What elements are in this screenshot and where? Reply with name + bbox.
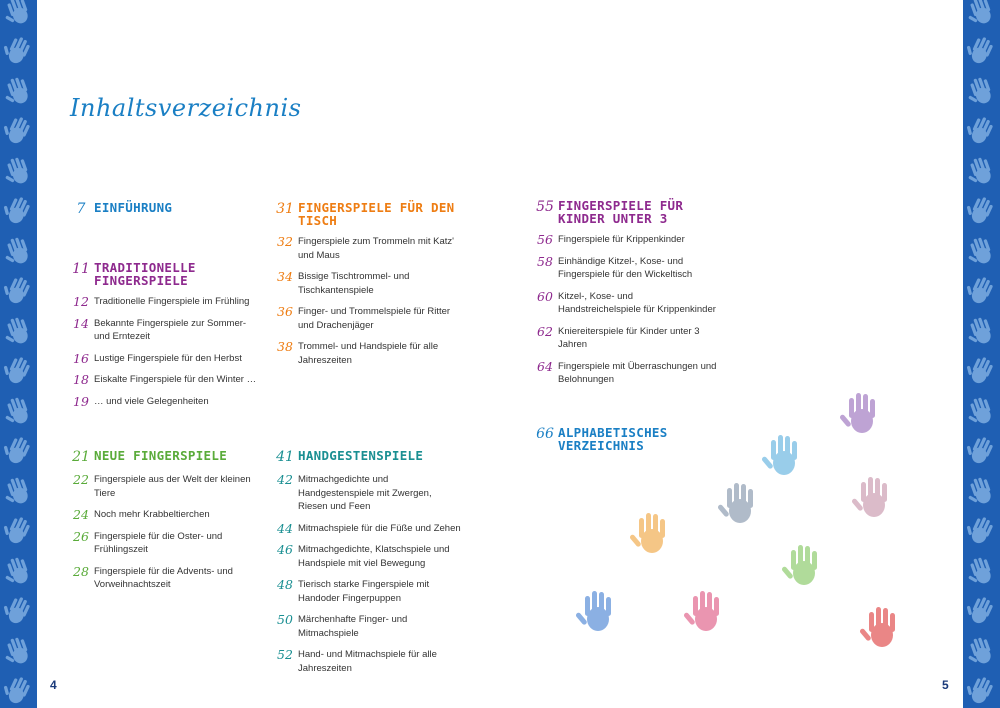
- strip-handprint-icon: [2, 434, 35, 467]
- entry-title: Mitmachspiele für die Füße und Zehen: [298, 522, 461, 534]
- section-page-number: 41: [276, 449, 294, 465]
- entry-list: [272, 235, 472, 367]
- strip-handprint-icon: [965, 434, 998, 467]
- toc-entry: [272, 648, 472, 675]
- toc-entry: [68, 565, 268, 592]
- strip-handprint-icon: [965, 34, 998, 67]
- strip-handprint-icon: [2, 674, 35, 707]
- toc-entry: [532, 290, 732, 317]
- entry-page-number: 48: [277, 577, 293, 592]
- entry-page-number: 62: [537, 323, 553, 339]
- section-title: EINFÜHRUNG: [94, 200, 173, 215]
- entry-title: Traditionelle Fingerspiele im Frühling: [94, 296, 250, 307]
- entry-title: Kitzel-, Kose- und Handstreichelspiele für Krippenkinder: [558, 290, 716, 315]
- section-einfuehrung: [68, 201, 268, 217]
- entry-title: … und viele Gelegenheiten: [94, 395, 209, 407]
- entry-page-number: 50: [277, 612, 293, 627]
- strip-handprint-icon: [2, 394, 35, 427]
- handprint-icon: [630, 508, 674, 558]
- section-page-number: 55: [536, 199, 554, 215]
- toc-entry: [68, 508, 268, 522]
- strip-handprint-icon: [2, 554, 35, 587]
- toc-entry: [272, 270, 472, 297]
- strip-handprint-icon: [965, 114, 998, 147]
- entry-page-number: 18: [73, 372, 89, 387]
- entry-title: Fingerspiele für die Advents- und Vorweihnachtszeit: [94, 565, 233, 590]
- entry-list: [532, 233, 732, 387]
- entry-list: [68, 295, 268, 408]
- toc-entry: [68, 352, 268, 366]
- entry-title: Mitmachgedichte und Handgestenspiele mit Zwergen, Riesen und Feen: [298, 474, 432, 512]
- toc-entry: [532, 255, 732, 282]
- strip-handprint-icon: [965, 514, 998, 547]
- section-title: FINGERSPIELE FÜR KINDER UNTER 3: [558, 198, 684, 226]
- entry-title: Bekannte Fingerspiele zur Sommer- und Erntezeit: [94, 317, 247, 342]
- strip-handprint-icon: [2, 514, 35, 547]
- entry-title: Finger- und Trommelspiele für Ritter und Drachenjäger: [298, 306, 451, 331]
- strip-handprint-icon: [965, 474, 998, 507]
- section-title: TRADITIONELLE FINGERSPIELE: [94, 260, 196, 288]
- entry-page-number: 14: [73, 315, 89, 331]
- section-neue: [68, 449, 268, 592]
- strip-handprint-icon: [965, 314, 998, 347]
- toc-entry: [68, 317, 268, 344]
- entry-page-number: 28: [73, 563, 89, 579]
- entry-title: Fingerspiele für die Oster- und Frühlingszeit: [94, 530, 223, 555]
- strip-handprint-icon: [965, 394, 998, 427]
- toc-entry: [272, 235, 472, 262]
- strip-handprint-icon: [965, 594, 998, 627]
- entry-page-number: 34: [277, 269, 293, 284]
- entry-page-number: 19: [73, 393, 89, 409]
- entry-page-number: 16: [73, 350, 89, 366]
- handprint-icon: [852, 472, 896, 522]
- strip-handprint-icon: [965, 74, 998, 107]
- strip-handprint-icon: [965, 674, 998, 707]
- toc-entry: [68, 295, 268, 309]
- strip-handprint-icon: [2, 314, 35, 347]
- handprint-illustration: [520, 380, 960, 680]
- strip-handprint-icon: [965, 354, 998, 387]
- entry-title: Noch mehr Krabbeltierchen: [94, 509, 210, 520]
- entry-page-number: 56: [537, 232, 553, 247]
- strip-handprint-icon: [2, 74, 35, 107]
- toc-entry: [272, 305, 472, 332]
- entry-title: Fingerspiele aus der Welt der kleinen Tiere: [94, 474, 251, 499]
- entry-page-number: 42: [277, 472, 293, 487]
- entry-page-number: 44: [277, 520, 293, 536]
- entry-title: Lustige Fingerspiele für den Herbst: [94, 352, 242, 364]
- section-traditionelle: [68, 261, 268, 408]
- right-border-strip: [963, 0, 1000, 708]
- section-title: HANDGESTENSPIELE: [298, 448, 424, 463]
- page-title: Inhaltsverzeichnis: [70, 94, 302, 122]
- entry-page-number: 52: [277, 647, 293, 662]
- entry-list: [272, 473, 472, 675]
- strip-handprint-icon: [2, 0, 35, 27]
- strip-handprint-icon: [2, 114, 35, 147]
- entry-page-number: 24: [73, 507, 89, 522]
- entry-page-number: 64: [537, 358, 553, 374]
- entry-page-number: 32: [277, 234, 293, 249]
- strip-handprint-icon: [965, 634, 998, 667]
- section-page-number: 31: [276, 201, 294, 217]
- entry-title: Eiskalte Fingerspiele für den Winter …: [94, 374, 257, 385]
- strip-handprint-icon: [2, 634, 35, 667]
- page-number-left: 4: [50, 678, 57, 692]
- strip-handprint-icon: [2, 194, 35, 227]
- section-tisch: [272, 201, 472, 367]
- toc-entry: [68, 530, 268, 557]
- toc-entry: [272, 522, 472, 536]
- entry-title: Mitmachgedichte, Klatschspiele und Handspiele mit viel Bewegung: [298, 544, 450, 569]
- entry-page-number: 12: [73, 294, 89, 309]
- toc-entry: [272, 340, 472, 367]
- strip-handprint-icon: [2, 354, 35, 387]
- toc-entry: [272, 578, 472, 605]
- strip-handprint-icon: [2, 474, 35, 507]
- entry-title: Trommel- und Handspiele für alle Jahreszeiten: [298, 341, 439, 366]
- section-page-number: 7: [76, 201, 86, 217]
- entry-page-number: 36: [277, 304, 293, 319]
- entry-title: Kniereiterspiele für Kinder unter 3 Jahren: [558, 325, 700, 350]
- strip-handprint-icon: [965, 274, 998, 307]
- entry-title: Märchenhafte Finger- und Mitmachspiele: [298, 614, 408, 639]
- toc-entry: [532, 325, 732, 352]
- toc-entry: [272, 473, 472, 514]
- entry-page-number: 58: [537, 253, 553, 269]
- strip-handprint-icon: [965, 154, 998, 187]
- entry-page-number: 38: [277, 339, 293, 354]
- entry-title: Bissige Tischtrommel- und Tischkantenspiele: [298, 271, 410, 296]
- entry-title: Hand- und Mitmachspiele für alle Jahreszeiten: [298, 649, 437, 674]
- toc-entry: [68, 473, 268, 500]
- entry-page-number: 22: [73, 472, 89, 487]
- strip-handprint-icon: [965, 234, 998, 267]
- strip-handprint-icon: [2, 274, 35, 307]
- strip-handprint-icon: [2, 594, 35, 627]
- section-title: FINGERSPIELE FÜR DEN TISCH: [298, 200, 455, 228]
- entry-title: Fingerspiele zum Trommeln mit Katz' und Maus: [298, 236, 454, 261]
- handprint-icon: [782, 540, 826, 590]
- handprint-icon: [684, 586, 728, 636]
- handprint-icon: [718, 478, 762, 528]
- handprint-icon: [840, 388, 884, 438]
- section-title: ALPHABETISCHES VERZEICHNIS: [558, 425, 668, 453]
- toc-entry: [272, 543, 472, 570]
- entry-page-number: 26: [73, 528, 89, 544]
- handprint-icon: [860, 602, 904, 652]
- strip-handprint-icon: [965, 194, 998, 227]
- page-number-right: 5: [942, 678, 949, 692]
- entry-title: Fingerspiele für Krippenkinder: [558, 234, 685, 245]
- handprint-icon: [576, 586, 620, 636]
- strip-handprint-icon: [2, 234, 35, 267]
- strip-handprint-icon: [2, 34, 35, 67]
- toc-entry: [532, 233, 732, 247]
- strip-handprint-icon: [965, 554, 998, 587]
- section-page-number: 21: [72, 449, 90, 465]
- entry-page-number: 46: [277, 542, 293, 557]
- entry-title: Einhändige Kitzel-, Kose- und Fingerspiele für den Wickeltisch: [558, 255, 693, 280]
- handprint-icon: [762, 430, 806, 480]
- entry-list: [68, 473, 268, 592]
- entry-title: Tierisch starke Fingerspiele mit Handoder Fingerpuppen: [298, 579, 430, 604]
- toc-entry: [68, 395, 268, 409]
- section-page-number: 11: [72, 261, 90, 277]
- section-kinder: [532, 199, 732, 387]
- section-title: NEUE FINGERSPIELE: [94, 448, 228, 463]
- strip-handprint-icon: [2, 154, 35, 187]
- toc-entry: [68, 373, 268, 387]
- section-handgesten: [272, 449, 472, 675]
- toc-entry: [272, 613, 472, 640]
- entry-title: Fingerspiele mit Überraschungen und Belohnungen: [558, 360, 717, 385]
- section-page-number: 66: [536, 426, 554, 442]
- strip-handprint-icon: [965, 0, 998, 27]
- entry-page-number: 60: [537, 288, 553, 304]
- left-border-strip: [0, 0, 37, 708]
